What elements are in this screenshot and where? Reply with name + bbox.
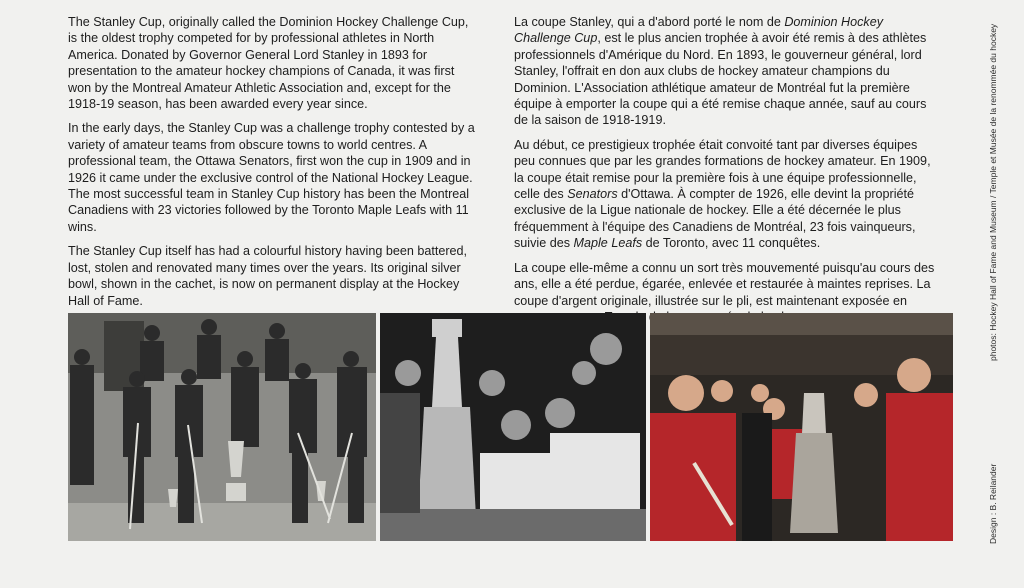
french-p2-text-b: d'Ottawa. À compter de 1926, elle devint la propriété exclusive de la Ligue nationale de hockey. Elle a été décernée le plus fréquemment à l'équipe des Canadiens de Montréal, 23 fois vainqueurs, suivie des [514,187,916,251]
design-credit: Design : B. Reilander [988,463,998,544]
french-p2-text-c: de Toronto, avec 11 conquêtes. [642,236,821,251]
english-paragraph-3: The Stanley Cup itself has had a colourful history having been battered, lost, stolen and renovated many times over the years. Its original silver bowl, shown in the cachet, is now on permanent display at the Hockey Hall of Fame. [68,244,468,308]
english-paragraph-1: The Stanley Cup, originally called the Dominion Hockey Challenge Cup, is the oldest trophy competed for by professional athletes in North America. Donated by Governor General Lord Stanley in 1893 for presentation to the amateur hockey champions of Canada, it was first won by the Montreal Amateur Athletic Association and, except for the 1918-19 season, has been awarded every year since. [68,15,469,112]
english-text-column [68,14,478,317]
credits-strip [988,24,998,544]
celebration-color [650,313,953,541]
french-p1-text-b: , est le plus ancien trophée à avoir été remis à des athlètes professionnels d'Amérique du Nord. En 1893, le gouverneur général, lord Stanley, l'offrait en don aux clubs de hockey amateur champions du Dominion. L'Association athlétique amateur de Montréal fut la première équipe à emporter la coupe qui a été remise chaque année, sauf au cours de la saison de 1918-1919. [514,31,927,128]
french-paragraph-2 [514,137,938,252]
photo-strip [68,313,953,541]
team-with-cup-bw [380,313,646,541]
french-paragraph-3: La coupe elle-même a connu un sort très mouvementé puisqu'au cours des ans, elle a été perdue, égarée, enlevée et restaurée à maintes reprises. La coupe d'argent originale, illustrée sur le pli, est maintenant exposée en [514,260,935,308]
french-paragraph-1 [514,14,938,129]
french-p2-italic-maple-leafs: Maple Leafs [573,236,643,251]
english-paragraph-2: In the early days, the Stanley Cup was a challenge trophy contested by a variety of amateur teams from obscure towns to world centres. A professional team, the Ottawa Senators, first won the cup in 1909 and in 1926 it came under the exclusive control of the National Hockey League. The most successful team in Stanley Cup history has been the Montreal Canadiens with 23 victories followed by the Toronto Maple Leafs with 11 wins. [68,121,475,234]
french-p1-text-a: La coupe Stanley, qui a d'abord porté le nom de [514,15,785,29]
french-text-column [514,14,938,333]
photo-credit: photos: Hockey Hall of Fame and Museum / Temple et Musée de la renommée du hockey [988,24,998,362]
french-p2-italic-senators: Senators [567,187,618,202]
french-p1-italic: Dominion Hockey Challenge Cup [514,15,884,46]
french-p2-text-a: Au début, ce prestigieux trophée était convoité tant par diverses équipes peu connues que par les grandes formations de hockey amateur. En 1909, la coupe était remise pour la première fois à une équipe professionnelle, celle des [514,137,931,202]
vintage-team-photo [68,313,376,541]
